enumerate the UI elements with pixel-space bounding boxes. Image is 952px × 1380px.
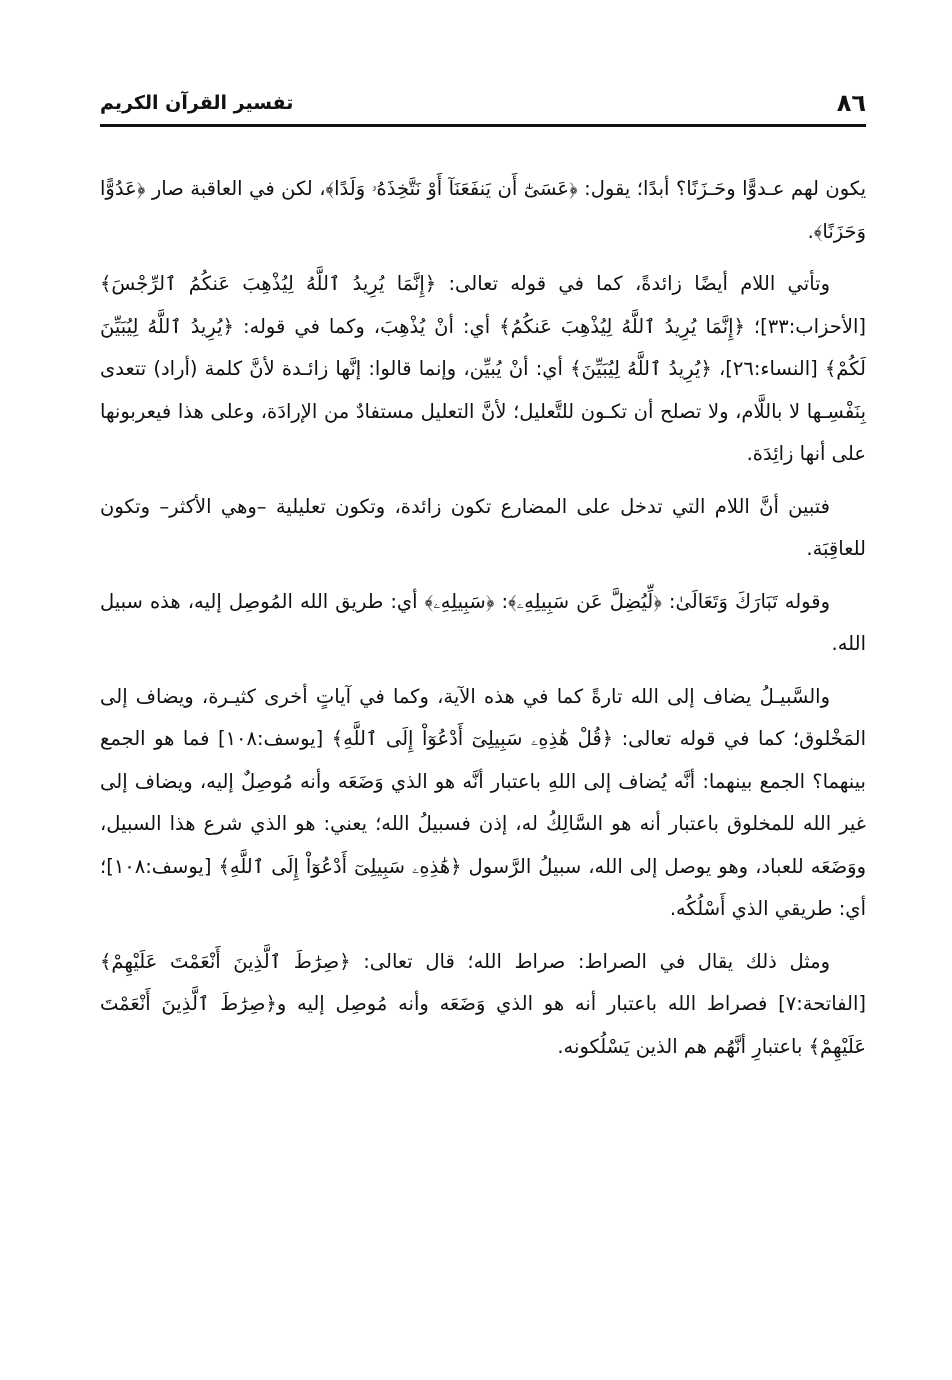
paragraph: وقوله تَبَارَكَ وَتَعَالَىٰ: ﴿لِّيُضِلَّ عَن سَبِيلِهِۦ﴾: ﴿سَبِيلِهِۦ﴾ أي: طريق الله المُوصِل إليه، هذه سبيل الله. [100,589,866,655]
page-number: ٨٦ [836,89,866,117]
paragraph: وتأتي اللام أيضًا زائدةً، كما في قوله تعالى: ﴿إِنَّمَا يُرِيدُ ٱللَّهُ لِيُذْهِبَ عَنكُمُ ٱلرِّجْسَ﴾ [الأحزاب:٣٣]؛ ﴿إِنَّمَا يُرِيدُ ٱللَّهُ لِيُذْهِبَ عَنكُمُ﴾ أي: أنْ يُذْهِبَ، وكما في قوله: ﴿يُرِيدُ ٱللَّهُ لِيُبَيِّنَ لَكُمْ﴾ [النساء:٢٦]، ﴿يُرِيدُ ٱللَّهُ لِيُبَيِّنَ﴾ أي: أنْ يُبيِّن، وإنما قالوا: إنَّها زائـدة لأنَّ كلمة (أراد) تتعدى بِنَفْسِـها لا باللَّام، ولا تصلح أن تكـون للتَّعليل؛ لأنَّ التعليل مستفادٌ من الإرادَة، وعلى هذا فيعربونها على أنها زائِدَة. [100,272,866,465]
paragraph: فتبين أنَّ اللام التي تدخل على المضارع تكون زائدة، وتكون تعليلية –وهي الأكثر– وتكون للعاقِبَة. [100,494,866,560]
paragraph: والسَّبيـلُ يضاف إلى الله تارةً كما في هذه الآية، وكما في آياتٍ أخرى كثيـرة، ويضاف إلى المَخْلوق؛ كما في قوله تعالى: ﴿قُلْ هَٰذِهِۦ سَبِيلِىٓ أَدْعُوٓاْ إِلَى ٱللَّهِ﴾ [يوسف:١٠٨] فما هو الجمع بينهما؟ الجمع بينهما: أنَّه يُضاف إلى اللهِ باعتبار أنَّه هو الذي وَضَعَه وأنه مُوصِلٌ إليه، ويضاف إلى غير الله للمخلوق باعتبار أنه هو السَّالِكُ له، إذن فسبيلُ الله؛ يعني: هو الذي شرع هذا السبيل، ووَضَعَه للعباد، وهو يوصل إلى الله، سبيلُ الرَّسول ﴿هَٰذِهِۦ سَبِيلِىٓ أَدْعُوٓاْ إِلَى ٱللَّهِ﴾ [يوسف:١٠٨]؛ أي: طريقي الذي أَسْلُكُه. [100,684,867,920]
paragraph: يكون لهم عـدوًّا وحَـزَنًا؟ أبدًا؛ يقول: ﴿عَسَىٰٓ أَن يَنفَعَنَآ أَوْ نَتَّخِذَهُۥ وَلَدًا﴾، لكن في العاقبة صار ﴿عَدُوًّا وَحَزَنًا﴾. [100,177,866,243]
running-title: تفسير القرآن الكريم [100,92,294,114]
paragraph: ومثل ذلك يقال في الصراط: صراط الله؛ قال تعالى: ﴿صِرَٰطَ ٱلَّذِينَ أَنْعَمْتَ عَلَيْهِمْ﴾ [الفاتحة:٧] فصراط الله باعتبار أنه هو الذي وَضَعَه وأنه مُوصِل إليه و﴿صِرَٰطَ ٱلَّذِينَ أَنْعَمْتَ عَلَيْهِمْ﴾ باعتبارِ أنَّهُم هم الذين يَسْلُكونه. [100,949,866,1058]
body-text [100,168,866,1078]
page-header [100,88,866,124]
header-rule [100,124,866,127]
